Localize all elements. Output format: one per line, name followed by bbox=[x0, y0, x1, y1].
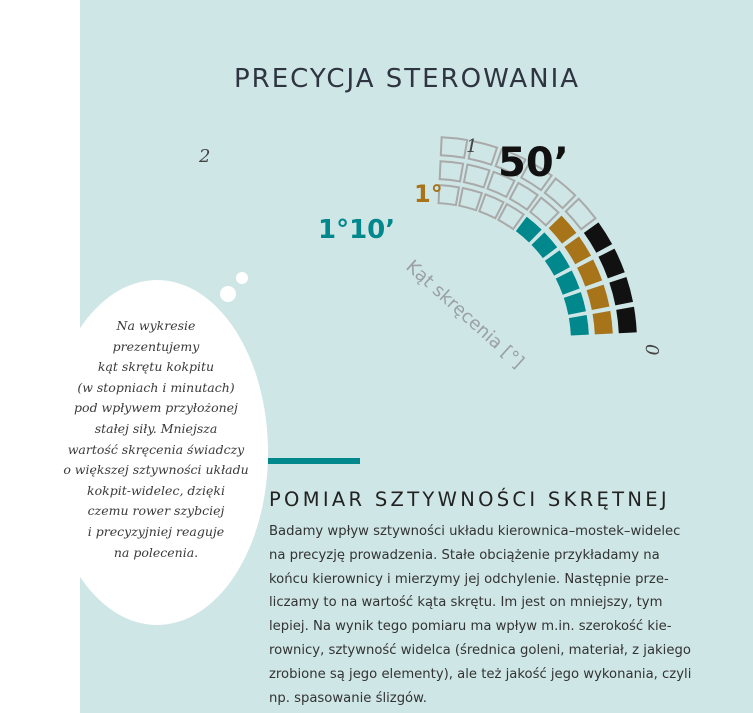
segment-empty-row-middle bbox=[464, 165, 489, 188]
segment-empty-row-outer bbox=[566, 199, 596, 229]
segment-filled-row-inner bbox=[564, 292, 586, 315]
note-line: kąt skrętu kokpitu bbox=[97, 359, 215, 375]
note-line: kokpit-widelec, dzięki bbox=[87, 482, 225, 498]
scale-tick-label: 2 bbox=[199, 146, 211, 167]
body-line: Badamy wpływ sztywności układu kierownica–mostek–widelec bbox=[269, 524, 681, 539]
note-line: wartość skręcenia świadczy bbox=[67, 441, 245, 457]
segment-filled-row-middle bbox=[564, 236, 591, 264]
section-body bbox=[269, 520, 749, 710]
segment-empty-row-inner bbox=[479, 194, 503, 218]
series-label-row-outer: 50’ bbox=[498, 140, 569, 186]
thought-bubble-dot bbox=[220, 286, 236, 302]
body-line: liczamy to na wartość kąta skrętu. Im jest on mniejszy, tym bbox=[269, 595, 663, 611]
segment-empty-row-inner bbox=[498, 204, 523, 229]
segment-filled-row-inner bbox=[545, 250, 570, 275]
segment-filled-row-inner bbox=[569, 315, 589, 335]
note-line: czemu rower szybciej bbox=[87, 503, 225, 519]
scale-tick-label: 1 bbox=[466, 136, 478, 157]
chart-title: PRECYCJA STEROWANIA bbox=[234, 64, 581, 94]
body-line: rownicy, sztywność widelca (średnica goleni, materiał, z jakiego bbox=[269, 642, 691, 658]
section-divider bbox=[268, 458, 360, 464]
note-line: pod wpływem przyłożonej bbox=[74, 400, 238, 416]
body-line: na precyzję prowadzenia. Stałe obciążenie przykładamy na bbox=[269, 547, 660, 563]
segment-empty-row-middle bbox=[510, 183, 538, 210]
segment-filled-row-outer bbox=[584, 222, 612, 252]
segment-filled-row-outer bbox=[616, 307, 637, 333]
body-line: np. spasowanie ślizgów. bbox=[269, 690, 427, 706]
segment-filled-row-middle bbox=[593, 311, 613, 334]
note-line: stałej siły. Mniejsza bbox=[94, 420, 218, 436]
segment-filled-row-middle bbox=[587, 285, 610, 310]
axis-label: Kąt skręcenia [°] bbox=[401, 256, 528, 373]
note-line: (w stopniach i minutach) bbox=[77, 379, 235, 395]
segment-filled-row-middle bbox=[577, 260, 602, 287]
segment-filled-row-outer bbox=[598, 249, 624, 279]
note-text bbox=[56, 316, 256, 563]
body-line: końcu kierownicy i mierzymy jej odchylenie. Następnie prze- bbox=[269, 571, 669, 587]
segment-filled-row-inner bbox=[556, 270, 580, 294]
section-title: POMIAR SZTYWNOŚCI SKRĘTNEJ bbox=[269, 488, 670, 511]
note-line: i precyzyjniej reaguje bbox=[87, 523, 225, 539]
segment-empty-row-outer bbox=[441, 137, 467, 158]
note-line: prezentujemy bbox=[112, 338, 200, 354]
series-label-row-middle: 1° bbox=[414, 180, 443, 208]
segment-filled-row-outer bbox=[609, 277, 633, 305]
segment-empty-row-inner bbox=[459, 188, 482, 210]
series-label-row-inner: 1°10’ bbox=[318, 215, 396, 245]
segment-empty-row-middle bbox=[440, 161, 463, 181]
segment-filled-row-inner bbox=[531, 232, 557, 258]
segment-empty-row-middle bbox=[530, 198, 558, 226]
scale-tick-label: 0 bbox=[641, 344, 662, 356]
note-line: o większej sztywności układu bbox=[63, 462, 249, 478]
body-line: lepiej. Na wynik tego pomiaru ma wpływ m.in. szerokość kie- bbox=[269, 619, 672, 635]
segment-filled-row-middle bbox=[549, 216, 577, 244]
body-line: zrobione są jego elementy), ale też jakość jego wykonania, czyli bbox=[269, 666, 692, 682]
note-line: na polecenia. bbox=[113, 544, 199, 560]
note-line: Na wykresie bbox=[116, 318, 196, 333]
thought-bubble-dot bbox=[236, 272, 248, 284]
